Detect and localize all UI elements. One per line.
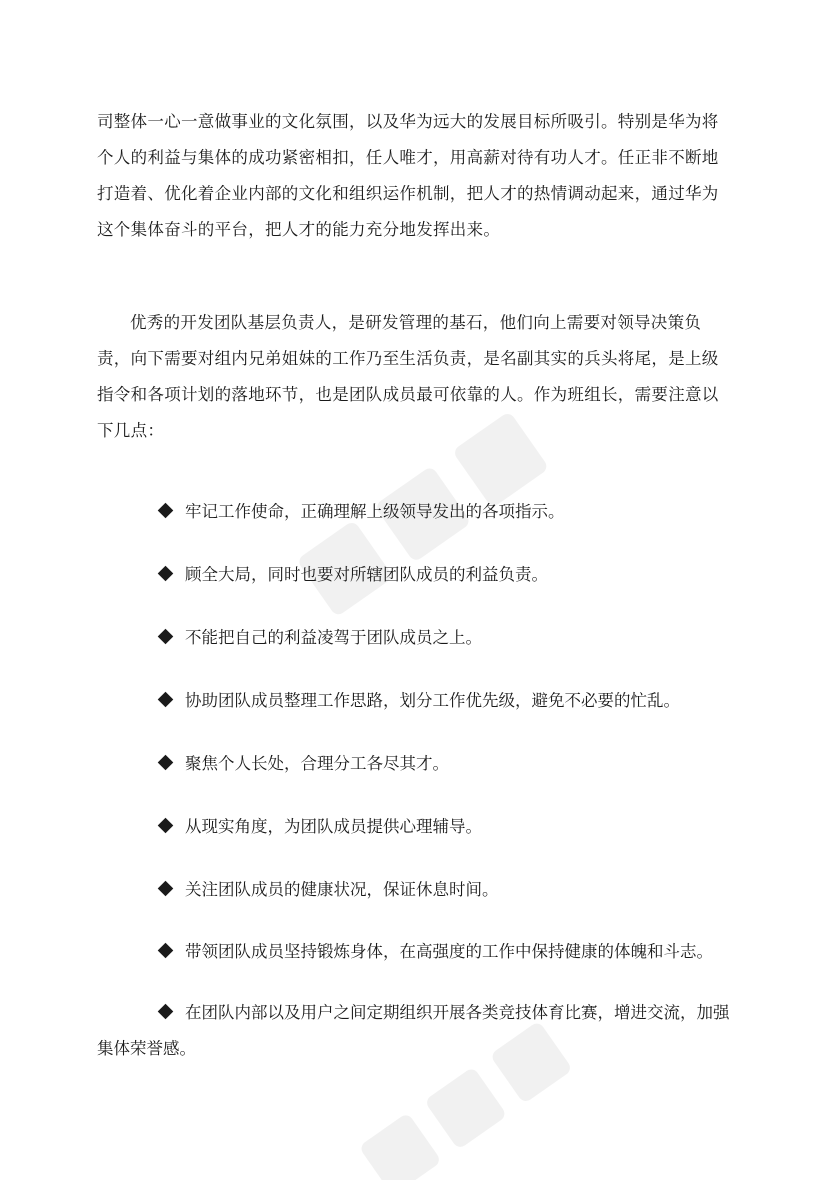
list-item-text: 牢记工作使命，正确理解上级领导发出的各项指示。 (185, 502, 565, 521)
diamond-bullet-icon (158, 1004, 174, 1020)
list-item-text: 顾全大局，同时也要对所辖团队成员的利益负责。 (185, 565, 548, 584)
list-item (157, 683, 680, 719)
diamond-bullet-icon (158, 629, 174, 645)
list-item (157, 557, 548, 593)
list-item-text: 不能把自己的利益凌驾于团队成员之上。 (185, 628, 482, 647)
list-item-text: 带领团队成员坚持锻炼身体，在高强度的工作中保持健康的体魄和斗志。 (185, 942, 713, 961)
paragraph-text: 优秀的开发团队基层负责人，是研发管理的基石，他们向上需要对领导决策负责，向下需要对组内兄弟姐妹的工作乃至生活负责，是名副其实的兵头将尾，是上级指令和各项计划的落地环节，也是团队成员最可依靠的人。作为班组长，需要注意以下几点： (97, 313, 719, 440)
diamond-bullet-icon (158, 818, 174, 834)
diamond-bullet-icon (158, 881, 174, 897)
list-item (157, 934, 713, 970)
diamond-bullet-icon (158, 503, 174, 519)
list-item-text: 在团队内部以及用户之间定期组织开展各类竞技体育比赛，增进交流，加强集体荣誉感。 (97, 1003, 730, 1058)
list-item-text: 关注团队成员的健康状况，保证休息时间。 (185, 880, 499, 899)
list-item-text: 从现实角度，为团队成员提供心理辅导。 (185, 817, 482, 836)
diamond-bullet-icon (158, 692, 174, 708)
diamond-bullet-icon (158, 943, 174, 959)
list-item (157, 872, 499, 908)
list-item (157, 746, 449, 782)
list-item (157, 620, 482, 656)
list-item-text: 协助团队成员整理工作思路，划分工作优先级，避免不必要的忙乱。 (185, 691, 680, 710)
list-item-text: 聚焦个人长处，合理分工各尽其才。 (185, 754, 449, 773)
paragraph-team-leader (97, 305, 733, 449)
list-item (157, 494, 565, 530)
diamond-bullet-icon (158, 755, 174, 771)
paragraph-text: 司整体一心一意做事业的文化氛围，以及华为远大的发展目标所吸引。特别是华为将个人的利益与集体的成功紧密相扣，任人唯才，用高薪对待有功人才。任正非不断地打造着、优化着企业内部的文化和组织运作机制，把人才的热情调动起来，通过华为这个集体奋斗的平台，把人才的能力充分地发挥出来。 (97, 112, 719, 239)
list-item (97, 995, 733, 1067)
list-item (157, 809, 482, 845)
paragraph-continued (97, 104, 733, 248)
diamond-bullet-icon (158, 566, 174, 582)
